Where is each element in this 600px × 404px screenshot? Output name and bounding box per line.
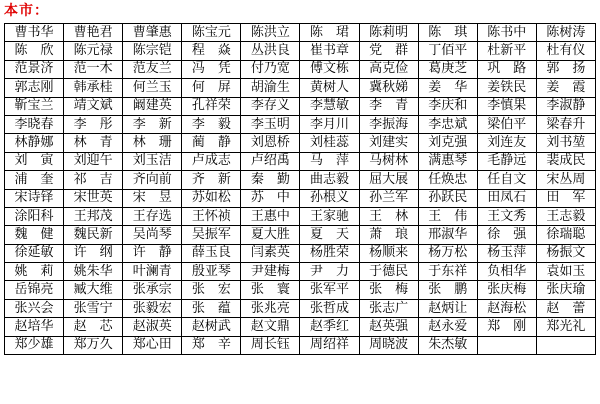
name-cell: 田凤石: [477, 189, 536, 207]
name-cell: 李慎果: [477, 97, 536, 115]
name-cell: 王 伟: [418, 207, 477, 225]
name-cell: 刘克强: [418, 134, 477, 152]
name-cell: 齐 新: [182, 171, 241, 189]
name-cell: 巩 路: [477, 60, 536, 78]
name-cell: 张承宗: [123, 281, 182, 299]
name-cell: 田 军: [536, 189, 595, 207]
name-cell: 丁佰平: [418, 42, 477, 60]
name-cell: 李 青: [359, 97, 418, 115]
name-cell: 张 宏: [182, 281, 241, 299]
name-cell: 魏民新: [64, 226, 123, 244]
name-cell: 吴振军: [182, 226, 241, 244]
name-cell: 冀秋娣: [359, 79, 418, 97]
name-cell: 付乃宽: [241, 60, 300, 78]
name-cell: 杨玉萍: [477, 244, 536, 262]
table-row: [5, 115, 596, 133]
name-cell: 夏 天: [300, 226, 359, 244]
name-cell: 刘书堃: [536, 134, 595, 152]
name-cell: 程 焱: [182, 42, 241, 60]
name-cell: 裴成民: [536, 152, 595, 170]
name-cell: 赵季红: [300, 318, 359, 336]
name-cell: 尹建梅: [241, 263, 300, 281]
name-cell: 宋 昱: [123, 189, 182, 207]
name-cell: 刘建实: [359, 134, 418, 152]
name-cell: 郭 扬: [536, 60, 595, 78]
name-cell: 胡渝生: [241, 79, 300, 97]
name-cell: 郑 辛: [182, 336, 241, 354]
name-table-body: [5, 24, 596, 355]
name-cell: 党 群: [359, 42, 418, 60]
name-cell: 冯 凭: [182, 60, 241, 78]
name-cell: 周晓波: [359, 336, 418, 354]
name-cell: 张军平: [300, 281, 359, 299]
name-cell: 郑心田: [123, 336, 182, 354]
name-cell: 赵海松: [477, 299, 536, 317]
name-cell: 陈 欣: [5, 42, 64, 60]
table-row: [5, 226, 596, 244]
name-cell: 张雪宁: [64, 299, 123, 317]
table-row: [5, 318, 596, 336]
name-cell: 于东祥: [418, 263, 477, 281]
name-cell: 魏 健: [5, 226, 64, 244]
name-cell: 林 珊: [123, 134, 182, 152]
name-cell: 杜新平: [477, 42, 536, 60]
name-cell: 范景济: [5, 60, 64, 78]
name-cell: 王邦茂: [64, 207, 123, 225]
name-cell: 张庆梅: [477, 281, 536, 299]
name-cell: 姜铁民: [477, 79, 536, 97]
name-cell: 马树林: [359, 152, 418, 170]
name-cell: 陈书中: [477, 24, 536, 42]
name-cell: 邢淑华: [418, 226, 477, 244]
name-cell: 傅文栋: [300, 60, 359, 78]
name-cell: 赵树武: [182, 318, 241, 336]
name-cell: 刘玉洁: [123, 152, 182, 170]
name-cell: 李振海: [359, 115, 418, 133]
name-cell: 陈树涛: [536, 24, 595, 42]
name-cell: 叶澜青: [123, 263, 182, 281]
name-cell: 宋诗铎: [5, 189, 64, 207]
name-cell: 涂阳科: [5, 207, 64, 225]
name-cell: 李晓春: [5, 115, 64, 133]
name-cell: 夏大胜: [241, 226, 300, 244]
name-cell: 刘恩桥: [241, 134, 300, 152]
name-cell: 赵英强: [359, 318, 418, 336]
table-row: [5, 336, 596, 354]
name-cell: 于德民: [359, 263, 418, 281]
name-cell: 曹书华: [5, 24, 64, 42]
name-cell: 刘桂蕊: [300, 134, 359, 152]
table-row: [5, 42, 596, 60]
name-cell: 崔书章: [300, 42, 359, 60]
table-row: [5, 299, 596, 317]
name-cell: 苏 中: [241, 189, 300, 207]
table-row: [5, 60, 596, 78]
name-cell: 曲志毅: [300, 171, 359, 189]
name-cell: 王怀祯: [182, 207, 241, 225]
name-cell: 陈 珺: [300, 24, 359, 42]
name-cell: 刘 寅: [5, 152, 64, 170]
table-row: [5, 207, 596, 225]
name-cell: 陈宗铠: [123, 42, 182, 60]
name-cell: 杜有仪: [536, 42, 595, 60]
name-cell: 杨振文: [536, 244, 595, 262]
name-cell: 范一木: [64, 60, 123, 78]
name-cell: 卢绍禹: [241, 152, 300, 170]
name-cell: 林静娜: [5, 134, 64, 152]
name-cell: 王 林: [359, 207, 418, 225]
name-cell: 屈大展: [359, 171, 418, 189]
table-row: [5, 189, 596, 207]
name-cell: [536, 336, 595, 354]
name-cell: 宋丛周: [536, 171, 595, 189]
name-cell: 姜 霞: [536, 79, 595, 97]
name-cell: 李 毅: [182, 115, 241, 133]
name-cell: 岳锦亮: [5, 281, 64, 299]
name-cell: 郑 刚: [477, 318, 536, 336]
name-cell: 徐延敏: [5, 244, 64, 262]
name-cell: 满惠琴: [418, 152, 477, 170]
name-cell: 赵永爱: [418, 318, 477, 336]
name-cell: 徐 强: [477, 226, 536, 244]
name-cell: 杨万松: [418, 244, 477, 262]
name-cell: 宋世英: [64, 189, 123, 207]
name-cell: 周长钰: [241, 336, 300, 354]
name-cell: 李存义: [241, 97, 300, 115]
name-cell: 李淑静: [536, 97, 595, 115]
name-cell: 尹 力: [300, 263, 359, 281]
name-cell: 姚 莉: [5, 263, 64, 281]
name-cell: 黄树人: [300, 79, 359, 97]
name-cell: 负相华: [477, 263, 536, 281]
name-cell: 陈宝元: [182, 24, 241, 42]
name-cell: 杨胜荣: [300, 244, 359, 262]
name-cell: 郭志刚: [5, 79, 64, 97]
name-cell: 齐向前: [123, 171, 182, 189]
name-cell: 孙根义: [300, 189, 359, 207]
name-table: [4, 23, 596, 355]
name-cell: 张兆亮: [241, 299, 300, 317]
name-cell: 王文秀: [477, 207, 536, 225]
name-cell: 赵培华: [5, 318, 64, 336]
name-cell: 张庆瑜: [536, 281, 595, 299]
name-cell: 马 萍: [300, 152, 359, 170]
name-cell: 靳宝兰: [5, 97, 64, 115]
name-cell: 刘连友: [477, 134, 536, 152]
table-row: [5, 97, 596, 115]
name-cell: 张 寰: [241, 281, 300, 299]
name-cell: 葛庚芝: [418, 60, 477, 78]
name-cell: 郑万久: [64, 336, 123, 354]
name-cell: 李月川: [300, 115, 359, 133]
name-cell: 张 梅: [359, 281, 418, 299]
name-cell: 梁春升: [536, 115, 595, 133]
name-cell: 毛静远: [477, 152, 536, 170]
name-cell: 张哲成: [300, 299, 359, 317]
table-row: [5, 171, 596, 189]
name-cell: 李 新: [123, 115, 182, 133]
name-cell: 周绍祥: [300, 336, 359, 354]
name-cell: 陈 琪: [418, 24, 477, 42]
name-cell: 任焕忠: [418, 171, 477, 189]
name-cell: 何 屏: [182, 79, 241, 97]
table-row: [5, 24, 596, 42]
name-cell: 许 纲: [64, 244, 123, 262]
name-cell: 阚建英: [123, 97, 182, 115]
table-row: [5, 79, 596, 97]
name-cell: 陈莉明: [359, 24, 418, 42]
name-cell: 赵 蕾: [536, 299, 595, 317]
name-cell: 孔祥荣: [182, 97, 241, 115]
name-cell: 李忠斌: [418, 115, 477, 133]
name-cell: 张 鹏: [418, 281, 477, 299]
name-cell: 李庆和: [418, 97, 477, 115]
section-heading: 本市：: [4, 3, 49, 19]
name-cell: 陈元禄: [64, 42, 123, 60]
table-row: [5, 152, 596, 170]
name-cell: 赵文鼎: [241, 318, 300, 336]
name-cell: 苏如松: [182, 189, 241, 207]
name-cell: 孙跃民: [418, 189, 477, 207]
name-cell: 臧大维: [64, 281, 123, 299]
name-cell: 靖文斌: [64, 97, 123, 115]
name-cell: 高克俭: [359, 60, 418, 78]
name-cell: 韩承桂: [64, 79, 123, 97]
name-cell: 浦 奎: [5, 171, 64, 189]
name-cell: 许 静: [123, 244, 182, 262]
name-cell: 卢成志: [182, 152, 241, 170]
name-cell: 郑少雄: [5, 336, 64, 354]
name-cell: 梁伯平: [477, 115, 536, 133]
name-cell: 杨顺来: [359, 244, 418, 262]
name-cell: 任自文: [477, 171, 536, 189]
table-row: [5, 134, 596, 152]
name-cell: 范友兰: [123, 60, 182, 78]
name-cell: 孙兰军: [359, 189, 418, 207]
name-cell: 陈洪立: [241, 24, 300, 42]
table-row: [5, 281, 596, 299]
name-cell: 张志广: [359, 299, 418, 317]
name-cell: 张毅宏: [123, 299, 182, 317]
name-cell: 李玉明: [241, 115, 300, 133]
name-cell: 张兴会: [5, 299, 64, 317]
name-cell: 王志毅: [536, 207, 595, 225]
name-cell: 吴尚琴: [123, 226, 182, 244]
name-cell: 王存选: [123, 207, 182, 225]
name-cell: 李 彤: [64, 115, 123, 133]
name-cell: 张 蕴: [182, 299, 241, 317]
name-cell: 闫素英: [241, 244, 300, 262]
name-cell: 郑光礼: [536, 318, 595, 336]
name-cell: 曹肇惠: [123, 24, 182, 42]
name-cell: 祁 吉: [64, 171, 123, 189]
name-cell: 赵淑英: [123, 318, 182, 336]
name-cell: 王惠中: [241, 207, 300, 225]
name-cell: 蔺 静: [182, 134, 241, 152]
name-cell: 秦 勤: [241, 171, 300, 189]
name-cell: 王家驰: [300, 207, 359, 225]
name-cell: 朱杰敏: [418, 336, 477, 354]
name-cell: 曹艳君: [64, 24, 123, 42]
name-cell: 姚朱华: [64, 263, 123, 281]
name-cell: 林 青: [64, 134, 123, 152]
name-cell: 袁如玉: [536, 263, 595, 281]
name-cell: 何兰玉: [123, 79, 182, 97]
name-cell: 李慧敏: [300, 97, 359, 115]
name-cell: 徐瑞聪: [536, 226, 595, 244]
name-cell: [477, 336, 536, 354]
table-row: [5, 244, 596, 262]
table-row: [5, 263, 596, 281]
name-cell: 萧 琅: [359, 226, 418, 244]
name-cell: 薛玉良: [182, 244, 241, 262]
name-cell: 赵炳让: [418, 299, 477, 317]
name-cell: 殷亚琴: [182, 263, 241, 281]
name-cell: 丛洪良: [241, 42, 300, 60]
name-cell: 姜 华: [418, 79, 477, 97]
name-cell: 赵 芯: [64, 318, 123, 336]
name-cell: 刘迎午: [64, 152, 123, 170]
